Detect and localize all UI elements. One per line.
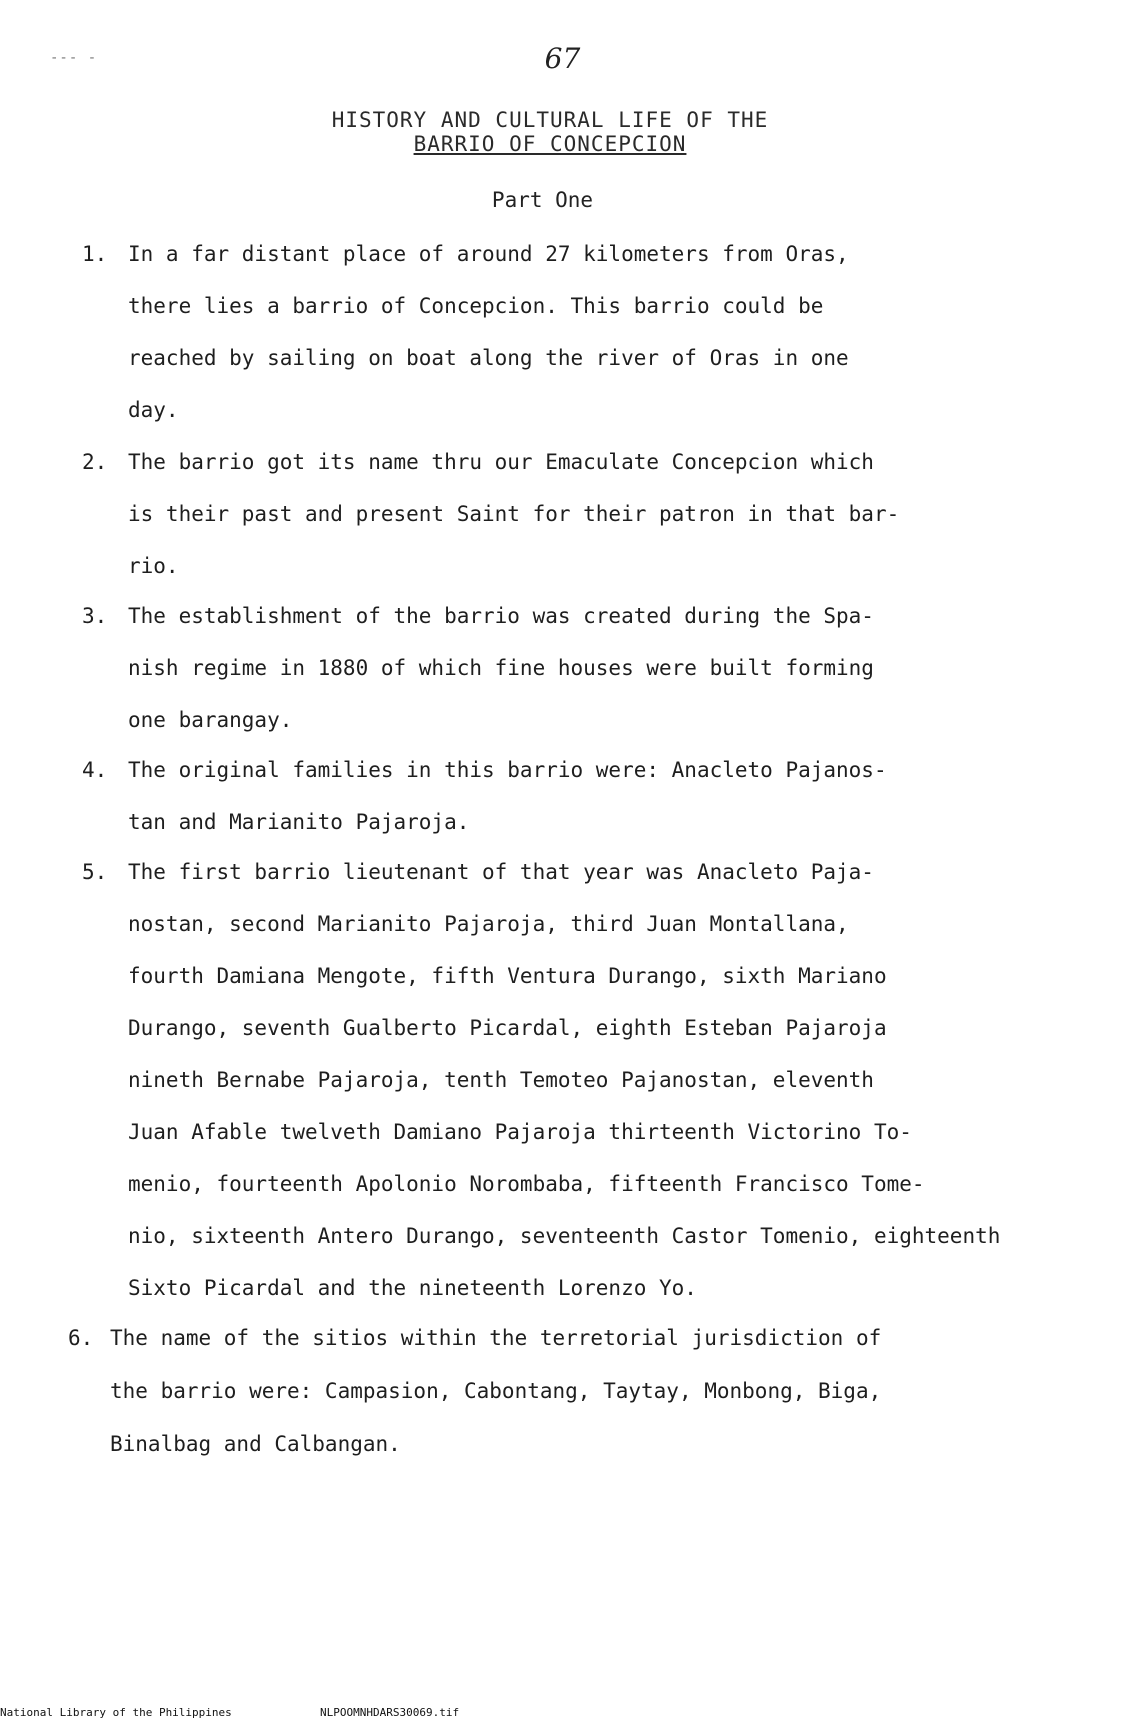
item-text	[128, 846, 1058, 1314]
text-line: tan and Marianito Pajaroja.	[128, 810, 470, 834]
text-line: The barrio got its name thru our Emaculate Concepcion which	[128, 450, 874, 474]
text-line: Juan Afable twelveth Damiano Pajaroja thirteenth Victorino To-	[128, 1120, 912, 1144]
item-text	[128, 590, 1058, 746]
text-line: fourth Damiana Mengote, fifth Ventura Durango, sixth Mariano	[128, 964, 887, 988]
text-line: one barangay.	[128, 708, 293, 732]
title-line-2: BARRIO OF CONCEPCION	[413, 132, 687, 156]
item-number: 2.	[82, 450, 108, 474]
text-line: day.	[128, 398, 179, 422]
item-number: 5.	[82, 860, 108, 884]
text-line: The first barrio lieutenant of that year was Anacleto Paja-	[128, 860, 874, 884]
item-text	[128, 228, 1058, 436]
item-number: 4.	[82, 758, 108, 782]
corner-mark: --- -	[50, 50, 98, 66]
item-number: 1.	[82, 242, 108, 266]
item-text	[128, 744, 1058, 848]
title-line-1: HISTORY AND CULTURAL LIFE OF THE	[331, 108, 769, 132]
item-text	[110, 1312, 1040, 1471]
text-line: The establishment of the barrio was created during the Spa-	[128, 604, 874, 628]
item-number: 6.	[68, 1326, 94, 1350]
text-line: Durango, seventh Gualberto Picardal, eighth Esteban Pajaroja	[128, 1016, 887, 1040]
text-line: The original families in this barrio were: Anacleto Pajanos-	[128, 758, 887, 782]
text-line: rio.	[128, 554, 179, 578]
text-line: nio, sixteenth Antero Durango, seventeenth Castor Tomenio, eighteenth	[128, 1224, 1001, 1248]
text-line: reached by sailing on boat along the river of Oras in one	[128, 346, 849, 370]
text-line: In a far distant place of around 27 kilometers from Oras,	[128, 242, 849, 266]
text-line: the barrio were: Campasion, Cabontang, Taytay, Monbong, Biga,	[110, 1379, 882, 1403]
text-line: Sixto Picardal and the nineteenth Lorenzo Yo.	[128, 1276, 697, 1300]
text-line: Binalbag and Calbangan.	[110, 1432, 401, 1456]
document-title	[0, 108, 1100, 156]
footer-filename: NLPOOMNHDARS30069.tif	[320, 1706, 460, 1719]
text-line: is their past and present Saint for their patron in that bar-	[128, 502, 900, 526]
text-line: there lies a barrio of Concepcion. This barrio could be	[128, 294, 824, 318]
footer-library: National Library of the Philippines	[0, 1706, 232, 1719]
text-line: menio, fourteenth Apolonio Norombaba, fifteenth Francisco Tome-	[128, 1172, 925, 1196]
text-line: nostan, second Marianito Pajaroja, third Juan Montallana,	[128, 912, 849, 936]
text-line: nish regime in 1880 of which fine houses were built forming	[128, 656, 874, 680]
part-heading: Part One	[491, 188, 594, 212]
item-text	[128, 436, 1058, 592]
item-number: 3.	[82, 604, 108, 628]
text-line: nineth Bernabe Pajaroja, tenth Temoteo Pajanostan, eleventh	[128, 1068, 874, 1092]
text-line: The name of the sitios within the terretorial jurisdiction of	[110, 1326, 882, 1350]
page-number: 67	[544, 42, 581, 75]
